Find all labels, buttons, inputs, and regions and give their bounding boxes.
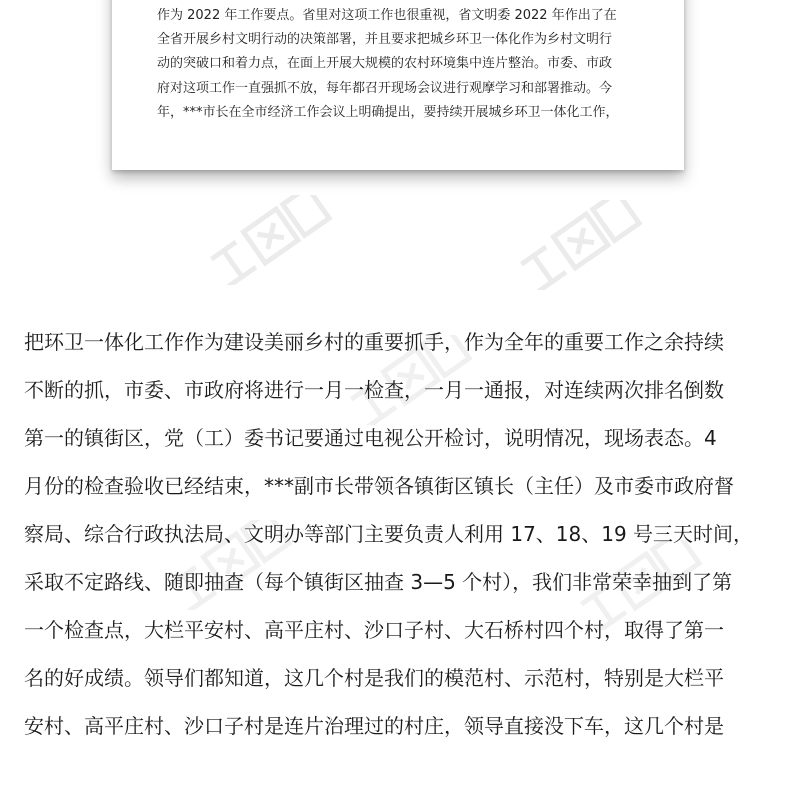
document-line-2: 全省开展乡村文明行动的决策部署，并且要求把城乡环卫一体化作为乡村文明行 bbox=[157, 32, 613, 48]
body-line-5: 察局、综合行政执法局、文明办等部门主要负责人利用 17、18、19 号三天时间， bbox=[24, 522, 754, 546]
body-line-7: 一个检查点，大栏平安村、高平庄村、沙口子村、大石桥村四个村，取得了第一 bbox=[24, 618, 724, 642]
document-line-3: 动的突破口和着力点，在面上开展大规模的农村环境集中连片整治。市委、市政 bbox=[157, 56, 613, 72]
body-line-8: 名的好成绩。领导们都知道，这几个村是我们的模范村、示范村，特别是大栏平 bbox=[24, 666, 724, 690]
body-line-3: 第一的镇街区，党（工）委书记要通过电视公开检讨，说明情况，现场表态。4 bbox=[24, 426, 717, 450]
body-line-4: 月份的检查验收已经结束，***副市长带领各镇街区镇长（主任）及市委市政府督 bbox=[24, 474, 734, 498]
document-body bbox=[24, 318, 780, 750]
document-page-preview bbox=[112, 0, 684, 170]
body-line-6: 采取不定路线、随即抽查（每个镇街区抽查 3—5 个村），我们非常荣幸抽到了第 bbox=[24, 570, 733, 594]
document-line-1: 作为 2022 年工作要点。省里对这项工作也很重视，省文明委 2022 年作出了在 bbox=[157, 8, 617, 23]
body-line-2: 不断的抓，市委、市政府将进行一月一检查，一月一通报，对连续两次排名倒数 bbox=[24, 378, 724, 402]
document-line-4: 府对这项工作一直强抓不放，每年都召开现场会议进行观摩学习和部署推动。今 bbox=[157, 80, 613, 96]
body-line-9: 安村、高平庄村、沙口子村是连片治理过的村庄，领导直接没下车，这几个村是 bbox=[24, 714, 724, 738]
body-line-1: 把环卫一体化工作作为建设美丽乡村的重要抓手，作为全年的重要工作之余持续 bbox=[24, 330, 724, 354]
document-page-text bbox=[157, 4, 657, 125]
document-line-5: 年，***市长在全市经济工作会议上明确提出，要持续开展城乡环卫一体化工作， bbox=[157, 104, 619, 120]
watermark-logo bbox=[500, 200, 650, 290]
watermark-logo bbox=[190, 195, 340, 285]
